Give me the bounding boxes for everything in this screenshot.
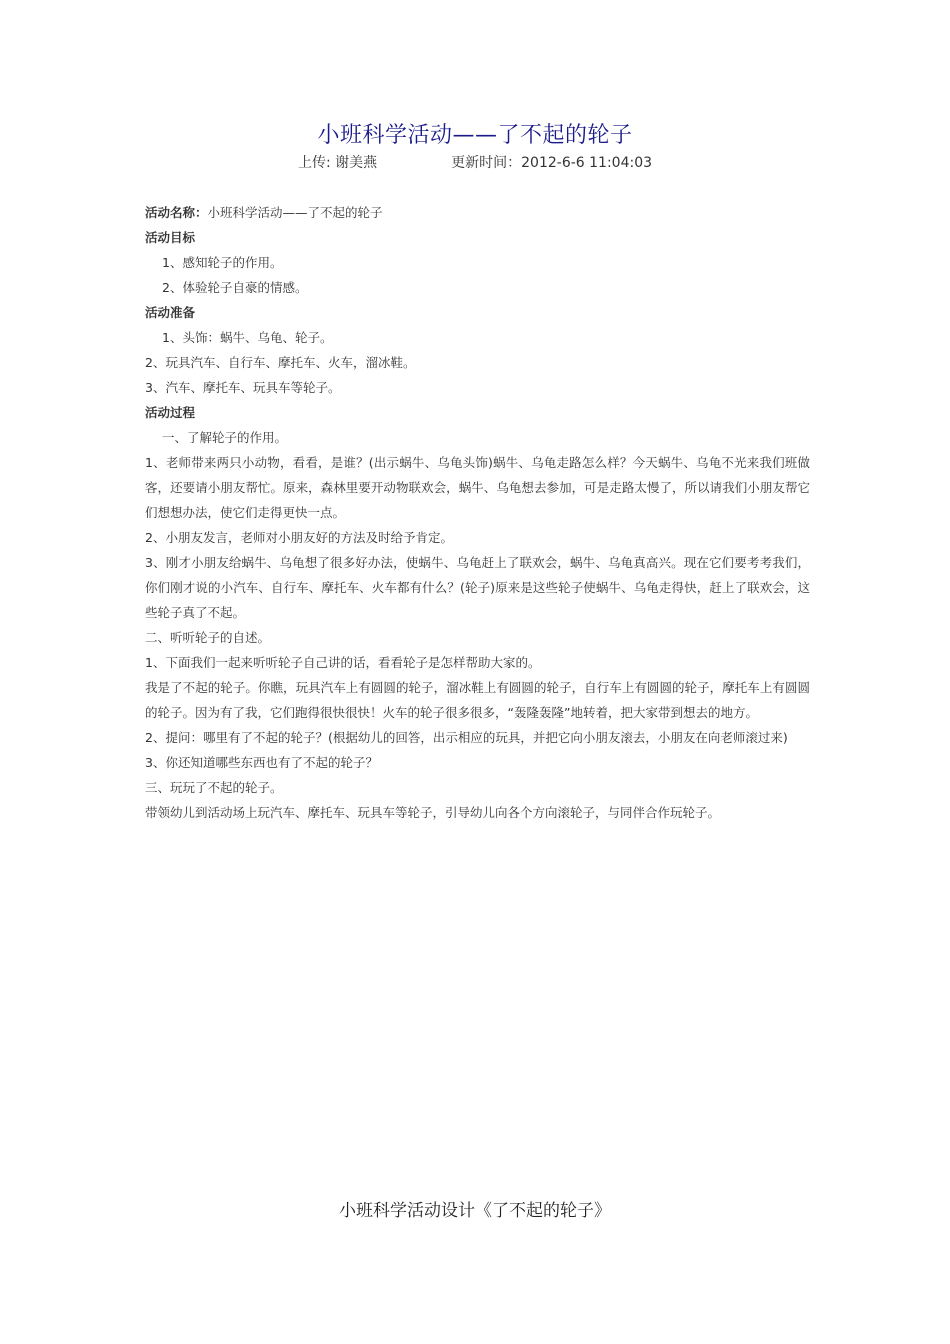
process-paragraph: 带领幼儿到活动场上玩汽车、摩托车、玩具车等轮子，引导幼儿向各个方向滚轮子，与同伴合作玩轮子。 bbox=[145, 805, 721, 820]
process-step-heading: 二、听听轮子的自述。 bbox=[145, 630, 271, 645]
activity-name-value: 小班科学活动——了不起的轮子 bbox=[207, 205, 383, 220]
preparation-item: 1、头饰：蜗牛、乌龟、轮子。 bbox=[162, 330, 333, 345]
preparation-item: 2、玩具汽车、自行车、摩托车、火车，溜冰鞋。 bbox=[145, 355, 416, 370]
article-body bbox=[145, 200, 810, 825]
process-paragraph: 我是了不起的轮子。你瞧，玩具汽车上有圆圆的轮子，溜冰鞋上有圆圆的轮子，自行车上有圆圆的轮子，摩托车上有圆圆的轮子。因为有了我，它们跑得很快很快！火车的轮子很多很多，“轰隆轰隆”地转着，把大家带到想去的地方。 bbox=[145, 680, 810, 720]
process-paragraph: 2、小朋友发言，老师对小朋友好的方法及时给予肯定。 bbox=[145, 530, 453, 545]
activity-name-line bbox=[145, 200, 810, 225]
process-paragraph: 3、刚才小朋友给蜗牛、乌龟想了很多好办法，使蜗牛、乌龟赶上了联欢会，蜗牛、乌龟真高兴。现在它们要考考我们，你们刚才说的小汽车、自行车、摩托车、火车都有什么？(轮子)原来是这些轮子使蜗牛、乌龟走得快，赶上了联欢会，这些轮子真了不起。 bbox=[145, 555, 810, 620]
activity-name-label: 活动名称： bbox=[145, 205, 208, 220]
process-step-heading: 三、玩玩了不起的轮子。 bbox=[145, 780, 283, 795]
goals-heading: 活动目标 bbox=[145, 230, 196, 245]
process-paragraph: 1、下面我们一起来听听轮子自己讲的话，看看轮子是怎样帮助大家的。 bbox=[145, 655, 541, 670]
process-heading: 活动过程 bbox=[145, 405, 196, 420]
process-paragraph: 3、你还知道哪些东西也有了不起的轮子？ bbox=[145, 755, 378, 770]
process-paragraph: 1、老师带来两只小动物，看看，是谁？(出示蜗牛、乌龟头饰)蜗牛、乌龟走路怎么样？今天蜗牛、乌龟不光来我们班做客，还要请小朋友帮忙。原来，森林里要开动物联欢会，蜗牛、乌龟想去参加，可是走路太慢了，所以请我们小朋友帮它们想想办法，使它们走得更快一点。 bbox=[145, 455, 810, 520]
preparation-heading: 活动准备 bbox=[145, 305, 196, 320]
process-step-heading: 一、了解轮子的作用。 bbox=[162, 430, 288, 445]
footer-title: 小班科学活动设计《了不起的轮子》 bbox=[339, 1201, 611, 1221]
uploader-text: 上传: 谢美燕 bbox=[297, 155, 378, 171]
meta-line bbox=[0, 152, 950, 172]
goal-item: 2、体验轮子自豪的情感。 bbox=[162, 280, 308, 295]
goal-item: 1、感知轮子的作用。 bbox=[162, 255, 283, 270]
updated-time-text: 更新时间：2012-6-6 11:04:03 bbox=[451, 155, 653, 171]
page-title: 小班科学活动——了不起的轮子 bbox=[317, 123, 633, 148]
process-paragraph: 2、提问：哪里有了不起的轮子？(根据幼儿的回答，出示相应的玩具，并把它向小朋友滚去，小朋友在向老师滚过来) bbox=[145, 730, 788, 745]
preparation-item: 3、汽车、摩托车、玩具车等轮子。 bbox=[145, 380, 341, 395]
